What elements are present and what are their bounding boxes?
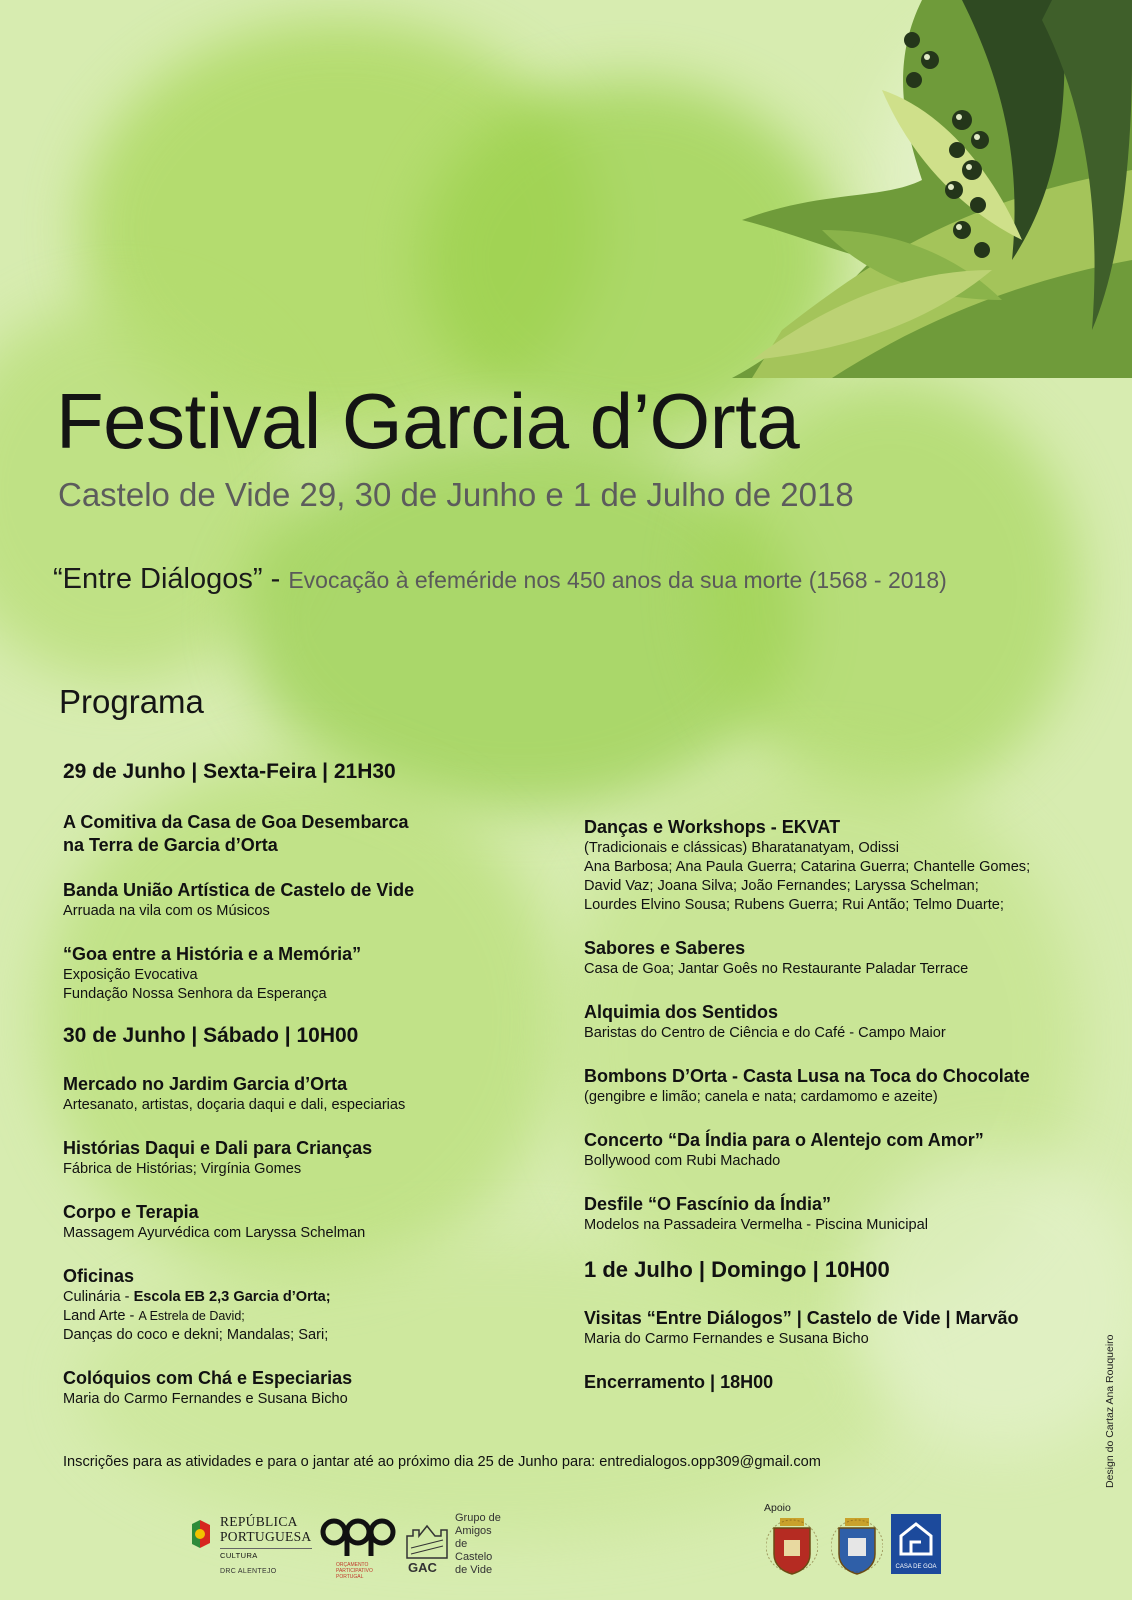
program-item bbox=[63, 1367, 523, 1409]
item-detail: (Tradicionais e clássicas) Bharatanatyam, Odissi bbox=[584, 840, 899, 856]
partner-logos bbox=[188, 1510, 518, 1580]
opp-caption-3: PORTUGAL bbox=[336, 1574, 364, 1580]
item-title: Desfile “O Fascínio da Índia” bbox=[584, 1194, 832, 1214]
drc-alentejo-text: DRC ALENTEJO bbox=[220, 1568, 277, 1575]
item-title: Danças e Workshops - EKVAT bbox=[584, 817, 841, 837]
tagline bbox=[53, 563, 947, 596]
item-detail bbox=[63, 1307, 523, 1326]
item-detail: Baristas do Centro de Ciência e do Café - Campo Maior bbox=[584, 1025, 946, 1041]
program-item bbox=[63, 1137, 523, 1179]
item-detail: Arruada na vila com os Músicos bbox=[63, 903, 270, 919]
section-heading-programa: Programa bbox=[59, 683, 204, 720]
item-detail: Danças do coco e dekni; Mandalas; Sari; bbox=[63, 1327, 329, 1343]
item-title: Encerramento | 18H00 bbox=[584, 1372, 774, 1392]
gac-line: Grupo de bbox=[455, 1512, 501, 1524]
item-detail: Artesanato, artistas, doçaria daqui e dali, especiarias bbox=[63, 1097, 406, 1113]
casa-de-goa-text: CASA DE GOA bbox=[895, 1564, 937, 1570]
detail-venue: Escola EB 2,3 Garcia d’Orta; bbox=[133, 1289, 331, 1305]
program-right-column bbox=[584, 816, 1104, 1416]
gac-line: Castelo bbox=[455, 1551, 493, 1563]
program-item bbox=[63, 1073, 523, 1115]
program-item bbox=[584, 1129, 1104, 1171]
program-item bbox=[63, 879, 523, 921]
leaf-illustration bbox=[662, 0, 1132, 380]
gac-line: de Vide bbox=[455, 1564, 493, 1576]
item-detail: Lourdes Elvino Sousa; Rubens Guerra; Rui Antão; Telmo Duarte; bbox=[584, 897, 1004, 913]
castelo-de-vide-crest-icon bbox=[766, 1516, 818, 1576]
day-heading-30-junho: 30 de Junho | Sábado | 10H00 bbox=[63, 1024, 359, 1047]
castle-icon bbox=[403, 1518, 451, 1576]
item-title: Alquimia dos Sentidos bbox=[584, 1002, 779, 1022]
program-item bbox=[584, 1065, 1104, 1107]
program-item bbox=[63, 811, 523, 857]
item-detail: David Vaz; Joana Silva; João Fernandes; Laryssa Schelman; bbox=[584, 878, 979, 894]
design-credit: Design do Cartaz Ana Rouqueiro bbox=[1104, 1334, 1116, 1488]
program-item bbox=[584, 816, 1104, 915]
item-title: A Comitiva da Casa de Goa Desembarca bbox=[63, 812, 409, 832]
gac-line: de bbox=[455, 1538, 468, 1550]
item-detail: Fábrica de Histórias; Virgínia Gomes bbox=[63, 1161, 302, 1177]
day-heading-1-julho: 1 de Julho | Domingo | 10H00 bbox=[584, 1257, 890, 1282]
program-item bbox=[584, 1193, 1104, 1235]
item-title: “Goa entre a História e a Memória” bbox=[63, 944, 362, 964]
program-item bbox=[584, 1307, 1104, 1349]
item-title: Sabores e Saberes bbox=[584, 938, 746, 958]
item-title: Oficinas bbox=[63, 1266, 135, 1286]
item-detail: Massagem Ayurvédica com Laryssa Schelman bbox=[63, 1225, 366, 1241]
program-item bbox=[584, 1001, 1104, 1043]
item-detail: Casa de Goa; Jantar Goês no Restaurante Paladar Terrace bbox=[584, 961, 969, 977]
program-item bbox=[63, 1201, 523, 1243]
registration-note: Inscrições para as atividades e para o jantar até ao próximo dia 25 de Junho para: entredialogos.opp309@gmail.com bbox=[63, 1454, 821, 1470]
detail-venue: A Estrela de David; bbox=[138, 1309, 245, 1323]
item-title: Banda União Artística de Castelo de Vide bbox=[63, 880, 415, 900]
item-detail: Fundação Nossa Senhora da Esperança bbox=[63, 986, 327, 1002]
detail-label: Culinária - bbox=[63, 1289, 134, 1305]
program-left-column bbox=[63, 760, 523, 1431]
item-detail: (gengibre e limão; canela e nata; cardamomo e azeite) bbox=[584, 1089, 938, 1105]
tagline-description: Evocação à efeméride nos 450 anos da sua morte (1568 - 2018) bbox=[288, 567, 947, 593]
program-item bbox=[63, 1265, 523, 1345]
item-title: Concerto “Da Índia para o Alentejo com Amor” bbox=[584, 1130, 984, 1150]
opp-caption-1: ORÇAMENTO bbox=[336, 1562, 369, 1568]
portuguesa-text: PORTUGUESA bbox=[220, 1529, 312, 1544]
opp-logo bbox=[318, 1510, 398, 1580]
cultura-text: CULTURA bbox=[220, 1551, 258, 1560]
item-detail: Bollywood com Rubi Machado bbox=[584, 1153, 781, 1169]
program-item bbox=[63, 943, 523, 1004]
item-detail: Modelos na Passadeira Vermelha - Piscina Municipal bbox=[584, 1217, 928, 1233]
item-title: Histórias Daqui e Dali para Crianças bbox=[63, 1138, 373, 1158]
gac-text bbox=[455, 1512, 501, 1577]
item-detail: Maria do Carmo Fernandes e Susana Bicho bbox=[63, 1391, 348, 1407]
item-detail: Exposição Evocativa bbox=[63, 967, 198, 983]
item-title: Visitas “Entre Diálogos” | Castelo de Vide | Marvão bbox=[584, 1308, 1019, 1328]
republica-text: REPÚBLICA bbox=[220, 1514, 298, 1529]
tagline-quote: “Entre Diálogos” - bbox=[53, 563, 289, 595]
item-detail: Maria do Carmo Fernandes e Susana Bicho bbox=[584, 1331, 869, 1347]
detail-label: Land Arte - bbox=[63, 1308, 139, 1324]
festival-dates: Castelo de Vide 29, 30 de Junho e 1 de Julho de 2018 bbox=[58, 476, 854, 513]
program-item bbox=[584, 937, 1104, 979]
gac-line: Amigos bbox=[455, 1525, 492, 1537]
parish-crest-icon bbox=[831, 1516, 883, 1576]
portugal-flag-icon bbox=[188, 1520, 212, 1548]
item-detail: Ana Barbosa; Ana Paula Guerra; Catarina Guerra; Chantelle Gomes; bbox=[584, 859, 1031, 875]
item-title: Mercado no Jardim Garcia d’Orta bbox=[63, 1074, 348, 1094]
casa-de-goa-logo bbox=[891, 1514, 941, 1574]
opp-caption-2: PARTICIPATIVO bbox=[336, 1568, 373, 1574]
apoio-label: Apoio bbox=[764, 1502, 791, 1514]
item-title: Corpo e Terapia bbox=[63, 1202, 199, 1222]
grupo-amigos-castelo-de-vide-logo bbox=[403, 1512, 518, 1578]
divider bbox=[220, 1548, 312, 1549]
item-title: na Terra de Garcia d’Orta bbox=[63, 835, 278, 855]
republica-portuguesa-logo bbox=[188, 1514, 312, 1576]
gac-mark: GAC bbox=[408, 1560, 437, 1575]
festival-title: Festival Garcia d’Orta bbox=[56, 377, 800, 465]
item-title: Colóquios com Chá e Especiarias bbox=[63, 1368, 353, 1388]
day-heading-29-junho: 29 de Junho | Sexta-Feira | 21H30 bbox=[63, 760, 396, 783]
item-title: Bombons D’Orta - Casta Lusa na Toca do Chocolate bbox=[584, 1066, 1030, 1086]
program-item bbox=[584, 1371, 1104, 1394]
item-detail bbox=[63, 1288, 523, 1307]
